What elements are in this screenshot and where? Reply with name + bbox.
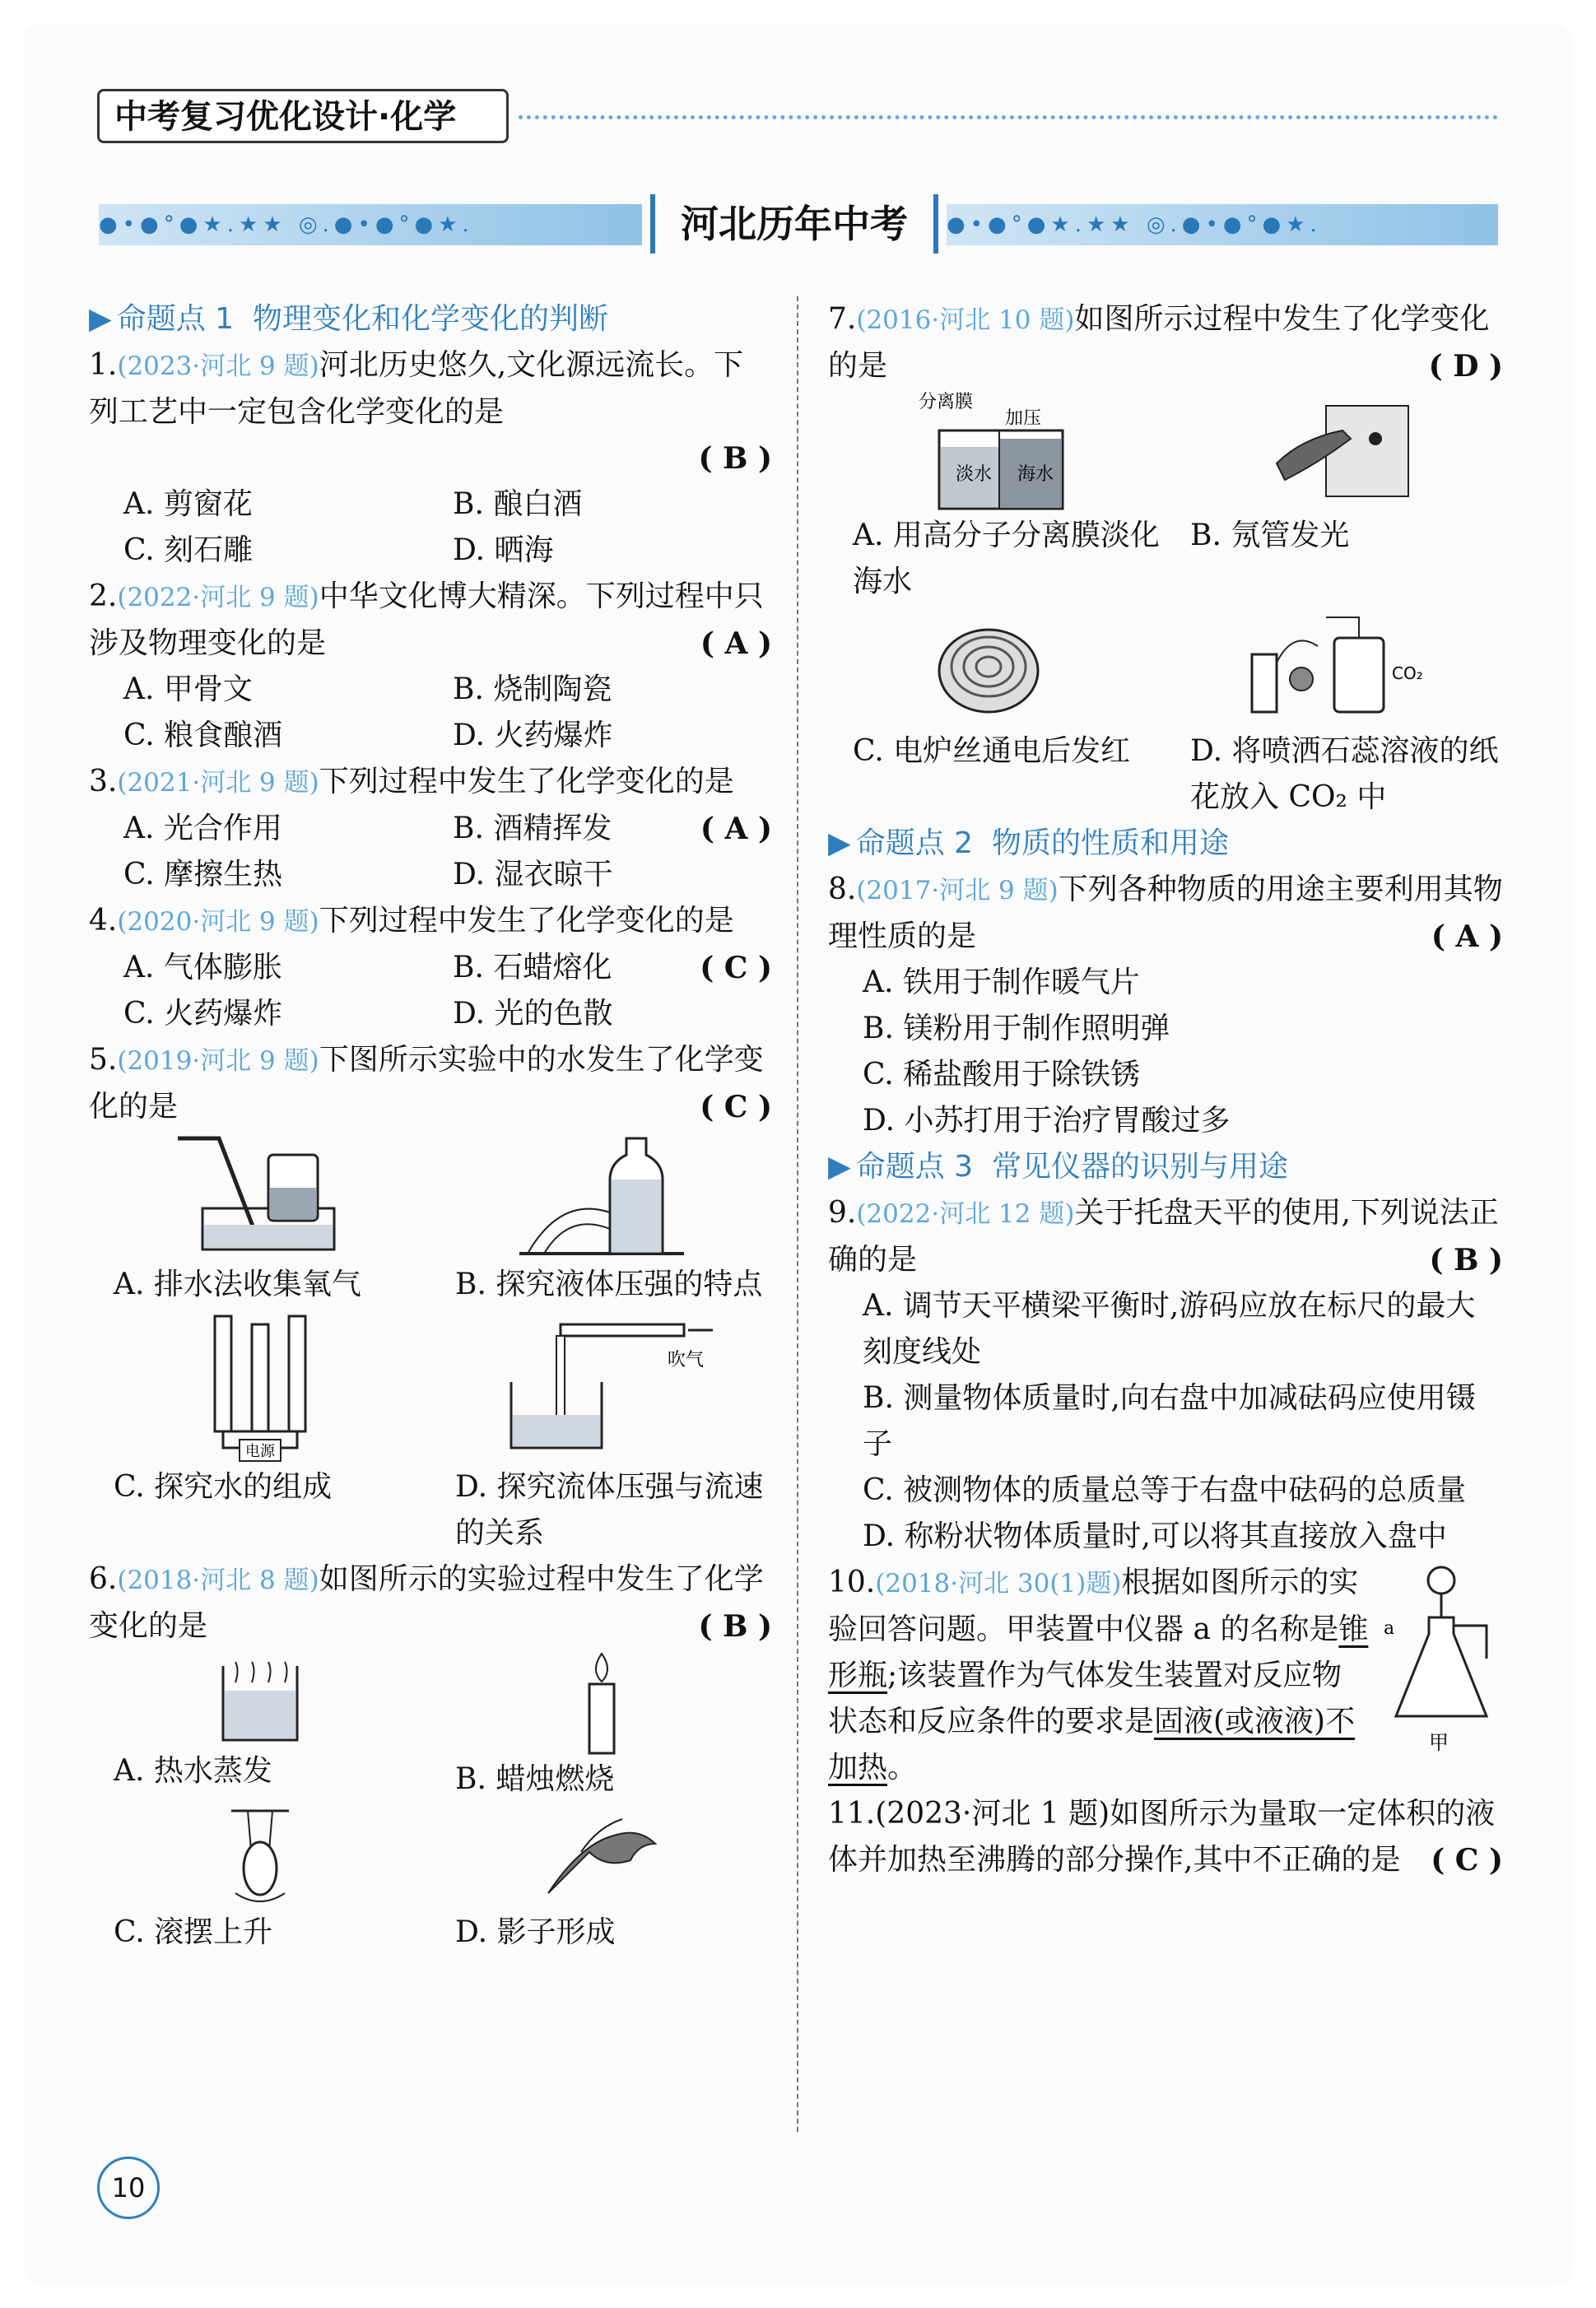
option: C. 稀盐酸用于除铁锈: [863, 1058, 1141, 1091]
option: B. 镁粉用于制作照明弹: [863, 1012, 1170, 1045]
figure-caption: A. 热水蒸发: [114, 1754, 272, 1788]
question-3: 3.(2021·河北 9 题)下列过程中发生了化学变化的是 ( A ) A. 光合作用 B. 酒精挥发 C. 摩擦生热 D. 湿衣晾干: [89, 759, 772, 898]
figure-caption: B. 氖管发光: [1190, 519, 1350, 552]
topic-heading-1: ▶ 命题点 1 物理变化和化学变化的判断: [89, 302, 608, 336]
beaker-steam-illustration: [198, 1650, 322, 1748]
triangle-icon: ▶: [89, 302, 112, 336]
question-source: (2023·河北 9 题): [117, 351, 319, 381]
question-source: (2018·河北 30(1)题): [875, 1569, 1122, 1598]
figure-shadow: [430, 1803, 772, 1956]
option: A. 气体膨胀: [123, 951, 282, 984]
section-banner-title: 河北历年中考: [650, 194, 938, 254]
answer: ( C ): [700, 951, 772, 985]
candle-illustration: [540, 1650, 663, 1757]
left-column: [89, 296, 772, 1956]
electric-stove-illustration: [914, 605, 1079, 728]
option: A. 调节天平横梁平衡时,游码应放在标尺的最大刻度线处: [863, 1289, 1476, 1369]
figure-caption: C. 探究水的组成: [114, 1470, 333, 1504]
book-title: 中考复习优化设计·化学: [97, 89, 509, 143]
option: D. 小苏打用于治疗胃酸过多: [863, 1104, 1231, 1138]
question-stem: 如图所示过程中发生了化学变化的是: [828, 302, 1490, 383]
banner-decoration-left: ●•●°●★.★★ ◎.●•●°●★.: [99, 204, 642, 245]
right-column: [828, 296, 1503, 1883]
answer: ( A ): [700, 812, 772, 846]
option: D. 湿衣晾干: [453, 858, 613, 891]
question-10: a 甲 10.(2018·河北 30(1)题)根据如图所示的实验回答问题。甲装置中仪器 a 的名称是锥形瓶;该装置作为气体发生装置对反应物状态和反应条件的要求是固液(或液液)不加热。: [828, 1560, 1503, 1791]
question-4: 4.(2020·河北 9 题)下列过程中发生了化学变化的是 ( C ) A. 气体膨胀 B. 石蜡熔化 C. 火药爆炸 D. 光的色散: [89, 898, 772, 1037]
power-label: 电源: [244, 1443, 275, 1460]
page-number: 10: [97, 2157, 160, 2219]
answer: ( B ): [698, 441, 772, 476]
option: B. 烧制陶瓷: [453, 672, 612, 706]
figure-yo-yo: [89, 1803, 430, 1956]
fresh-water-label: 淡水: [956, 464, 993, 485]
option: C. 火药爆炸: [123, 997, 283, 1031]
answer: ( D ): [1428, 349, 1503, 384]
question-source: (2016·河北 10 题): [856, 305, 1075, 335]
question-source: (2019·河北 9 题): [117, 1046, 319, 1076]
figure-candle: [430, 1650, 772, 1803]
option: C. 被测物体的质量总等于右盘中砝码的总质量: [863, 1473, 1467, 1507]
question-7: 7.(2016·河北 10 题)如图所示过程中发生了化学变化的是 ( D ) 分离膜 加压 淡水 海水 A. 用高分子分离膜淡化海水 B. 氖管发光 C. 电炉丝通电后发红 CO₂ D. 将喷洒石蕊溶液的纸花放入 CO₂ 中: [828, 296, 1503, 821]
option: A. 剪窗花: [123, 487, 253, 521]
question-9: 9.(2022·河北 12 题)关于托盘天平的使用,下列说法正确的是 ( B ) A. 调节天平横梁平衡时,游码应放在标尺的最大刻度线处 B. 测量物体质量时,向右盘中加减砝码应使用镊子 C. 被测物体的质量总等于右盘中砝码的总质量 D. 称粉状物体质量时,可以将其直接放入盘中: [828, 1190, 1503, 1560]
option: B. 石蜡熔化: [453, 951, 612, 984]
figure-fluid-pressure: [430, 1308, 772, 1557]
figure-hot-water: [89, 1650, 430, 1803]
answer: ( A ): [700, 626, 772, 661]
question-2: 2.(2022·河北 9 题)中华文化博大精深。下列过程中只涉及物理变化的是 ( A ) A. 甲骨文 B. 烧制陶瓷 C. 粮食酿酒 D. 火药爆炸: [89, 574, 772, 759]
answer: ( C ): [1431, 1843, 1503, 1878]
question-11: 11.(2023·河北 1 题)如图所示为量取一定体积的液体并加热至沸腾的部分操作,其中不正确的是 ( C ): [828, 1791, 1503, 1883]
question-stem: 下列过程中发生了化学变化的是: [319, 904, 734, 938]
beaker-blow-illustration: [478, 1308, 725, 1464]
triangle-icon: ▶: [828, 1150, 851, 1184]
figure-liquid-pressure: [430, 1130, 772, 1308]
membrane-desalination-illustration: [914, 389, 1079, 513]
figure-litmus-co2: [1166, 605, 1503, 821]
answer: ( A ): [1431, 919, 1503, 954]
question-source: (2018·河北 8 题): [117, 1566, 319, 1595]
spray-co2-illustration: [1227, 605, 1441, 728]
option: D. 火药爆炸: [453, 719, 613, 752]
question-stem: 如图所示为量取一定体积的液体并加热至沸腾的部分操作,其中不正确的是: [828, 1797, 1496, 1877]
hand-shadow-illustration: [532, 1803, 672, 1910]
bottle-illustration: [511, 1130, 692, 1262]
question-stem: 关于托盘天平的使用,下列说法正确的是: [828, 1196, 1499, 1277]
membrane-label: 分离膜: [919, 392, 974, 412]
option: D. 光的色散: [453, 997, 613, 1031]
option: D. 称粉状物体质量时,可以将其直接放入盘中: [863, 1519, 1447, 1553]
figure-caption: D. 影子形成: [455, 1915, 616, 1949]
option: B. 测量物体质量时,向右盘中加减砝码应使用镊子: [863, 1381, 1476, 1461]
figure-caption: D. 探究流体压强与流速的关系: [455, 1470, 764, 1550]
column-divider: [797, 296, 798, 2132]
question-source: (2020·河北 9 题): [117, 907, 319, 937]
figure-water-collection: [89, 1130, 430, 1308]
question-stem: 河北历史悠久,文化源远流长。下列工艺中一定包含化学变化的是: [89, 348, 744, 429]
collection-apparatus-illustration: [170, 1130, 351, 1262]
option: A. 铁用于制作暖气片: [863, 966, 1140, 999]
banner-decoration-right: ●•●°●★.★★ ◎.●•●°●★.: [947, 204, 1498, 245]
triangle-icon: ▶: [828, 826, 851, 860]
option: C. 摩擦生热: [123, 858, 283, 891]
figure-stove: [828, 605, 1166, 821]
answer: ( B ): [698, 1609, 772, 1644]
topic-heading-2: ▶ 命题点 2 物质的性质和用途: [828, 826, 1229, 860]
figure-caption: C. 电炉丝通电后发红: [853, 734, 1131, 768]
answer-blank: 固液(或液液)不加热: [828, 1705, 1356, 1785]
figure-caption: A. 用高分子分离膜淡化海水: [853, 519, 1160, 598]
figure-electrolysis: [89, 1308, 430, 1557]
label-a: a: [1384, 1618, 1395, 1639]
question-stem: 如图所示的实验过程中发生了化学变化的是: [89, 1562, 764, 1643]
option: A. 光合作用: [123, 812, 282, 845]
question-stem: 下图所示实验中的水发生了化学变化的是: [89, 1043, 764, 1124]
answer: ( B ): [1429, 1243, 1503, 1277]
question-stem: 根据如图所示的实验回答问题。: [828, 1566, 1359, 1646]
question-stem: 下列各种物质的用途主要利用其物理性质的是: [828, 872, 1503, 953]
answer: ( C ): [700, 1090, 772, 1124]
question-1: 1.(2023·河北 9 题)河北历史悠久,文化源远流长。下列工艺中一定包含化学变化的是 ( B ) A. 剪窗花 B. 酿白酒 C. 刻石雕 D. 晒海: [89, 342, 772, 574]
option: C. 粮食酿酒: [123, 719, 283, 752]
sea-water-label: 海水: [1017, 464, 1054, 485]
figure-caption: B. 探究液体压强的特点: [455, 1268, 763, 1301]
option: C. 刻石雕: [123, 533, 254, 567]
question-source: (2022·河北 12 题): [856, 1199, 1075, 1229]
electrolysis-apparatus-illustration: [170, 1308, 351, 1464]
question-source: (2022·河北 9 题): [117, 583, 319, 612]
header-dotted-rule: [519, 115, 1498, 119]
question-stem: 下列过程中发生了化学变化的是: [319, 765, 734, 798]
topic-heading-3: ▶ 命题点 3 常见仪器的识别与用途: [828, 1150, 1288, 1184]
question-source: (2021·河北 9 题): [117, 768, 319, 798]
option: D. 晒海: [453, 533, 554, 567]
label-jia: 甲: [1429, 1731, 1449, 1754]
question-8: 8.(2017·河北 9 题)下列各种物质的用途主要利用其物理性质的是 ( A ) A. 铁用于制作暖气片 B. 镁粉用于制作照明弹 C. 稀盐酸用于除铁锈 D. 小苏打用于治疗胃酸过多: [828, 867, 1503, 1144]
question-source: (2017·河北 9 题): [856, 876, 1059, 905]
figure-caption: B. 蜡烛燃烧: [455, 1762, 615, 1796]
figure-caption: D. 将喷洒石蕊溶液的纸花放入 CO₂ 中: [1190, 734, 1499, 814]
question-stem: 中华文化博大精深。下列过程中只涉及物理变化的是: [89, 579, 764, 660]
option: B. 酒精挥发: [453, 812, 612, 845]
question-5: 5.(2019·河北 9 题)下图所示实验中的水发生了化学变化的是 ( C ) A. 排水法收集氧气 B. 探究液体压强的特点 电源 C. 探究水的组成 吹气 D. 探究流体压强与流速的关系: [89, 1037, 772, 1557]
figure-caption: C. 滚摆上升: [114, 1915, 273, 1949]
blow-label: 吹气: [667, 1350, 704, 1370]
neon-tester-illustration: [1252, 389, 1417, 513]
option: A. 甲骨文: [123, 672, 253, 706]
option: B. 酿白酒: [453, 487, 583, 521]
question-source: (2023·河北 1 题): [875, 1797, 1110, 1831]
answer-blank: 锥形瓶: [828, 1612, 1369, 1692]
figure-membrane: [828, 389, 1166, 605]
figure-caption: A. 排水法收集氧气: [114, 1268, 361, 1301]
co2-label: CO₂: [1392, 663, 1423, 683]
figure-neon: [1166, 389, 1503, 605]
maxwell-wheel-illustration: [198, 1803, 322, 1910]
pressure-label: 加压: [1005, 408, 1042, 429]
question-6: 6.(2018·河北 8 题)如图所示的实验过程中发生了化学变化的是 ( B ) A. 热水蒸发 B. 蜡烛燃烧 C. 滚摆上升 D. 影子形成: [89, 1557, 772, 1956]
